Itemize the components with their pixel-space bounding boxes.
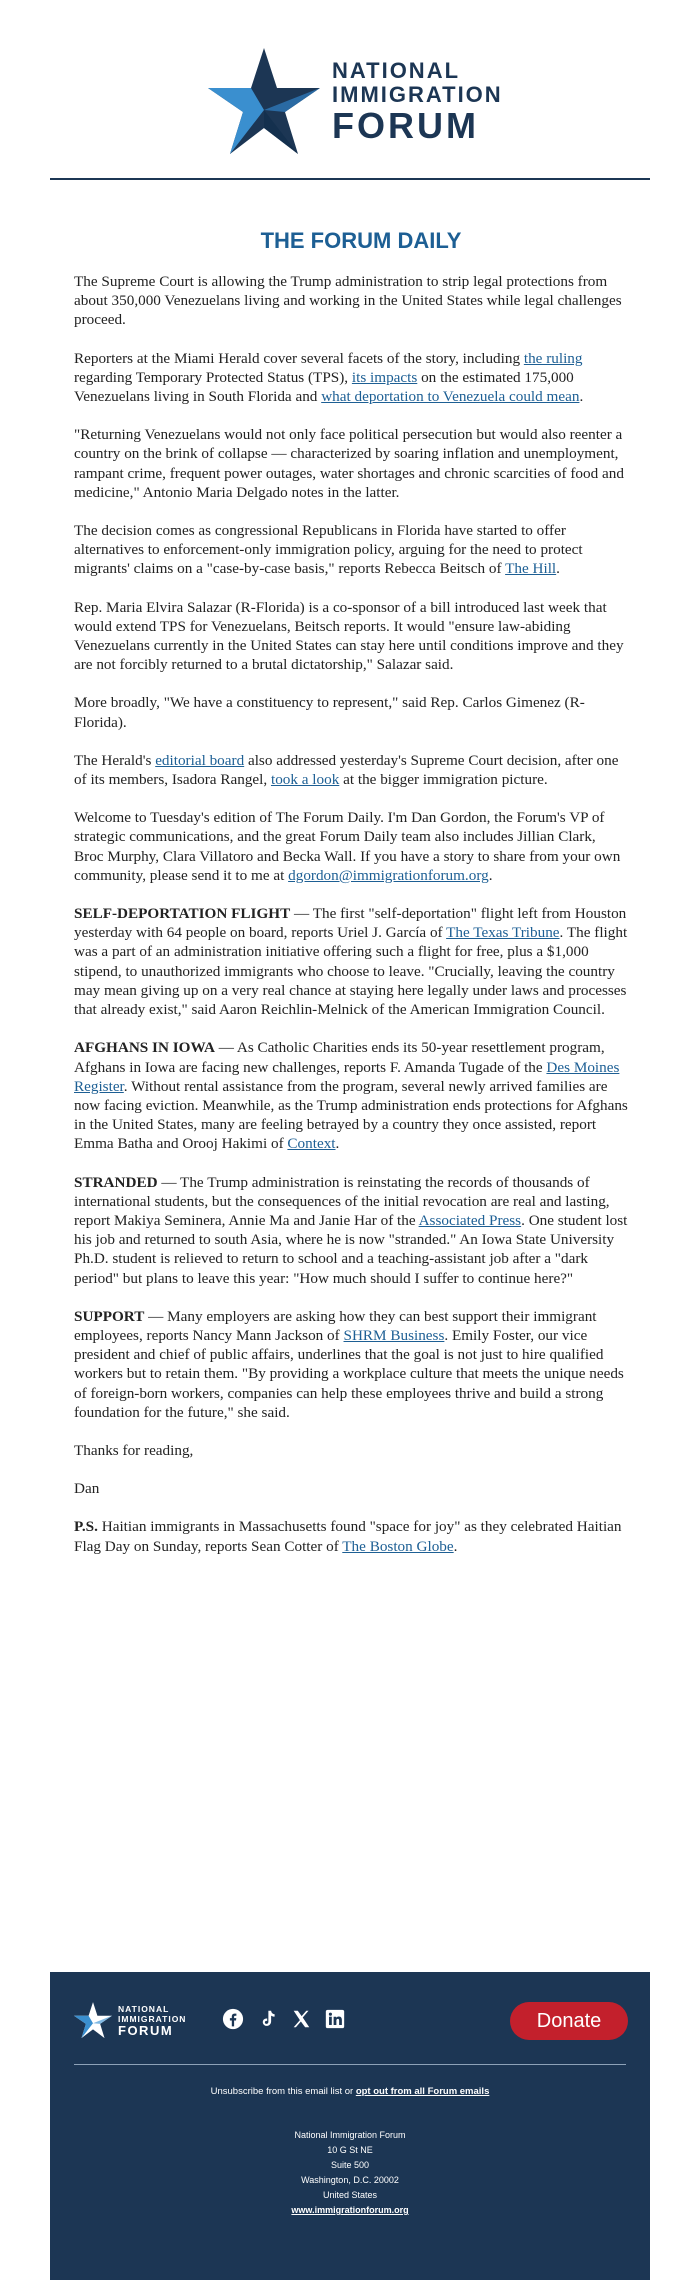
logo-line-immigration: IMMIGRATION: [332, 82, 503, 107]
paragraph-self-deportation: [74, 904, 628, 1019]
footer-divider: [74, 2064, 626, 2065]
unsubscribe-text: Unsubscribe from this email list or: [210, 2086, 356, 2097]
footer-logo-line-national: NATIONAL: [118, 2003, 170, 2014]
mailing-address: [50, 2128, 650, 2218]
text: . Emily Foster, our vice president and chief of public affairs, underlines that the goal is not just to hire qualified workers but to retain them. "By providing a workplace culture that meets the unique needs of foreign-born workers, companies can help these employees thrive and build a strong foundation for the future," she said.: [74, 1326, 624, 1421]
link-des-moines-register[interactable]: Des Moines Register: [74, 1058, 620, 1095]
link-associated-press[interactable]: Associated Press: [418, 1211, 522, 1229]
kicker: SUPPORT: [74, 1307, 145, 1325]
forum-logo[interactable]: [208, 48, 503, 156]
paragraph-afghans: [74, 1038, 628, 1153]
text: .: [335, 1135, 340, 1153]
paragraph-gimenez: More broadly, "We have a constituency to represent," said Rep. Carlos Gimenez (R-Florida).: [74, 694, 585, 731]
kicker: P.S.: [74, 1518, 98, 1536]
address-street: 10 G St NE: [327, 2145, 373, 2155]
footer-wordmark: [118, 2004, 186, 2038]
footer-logo-line-immigration: IMMIGRATION: [118, 2013, 187, 2024]
text: — As Catholic Charities ends its 50-year resettlement program, Afghans in Iowa are facing new challenges, reports F. Amanda Tugade of the: [74, 1039, 605, 1076]
paragraph-decision: [74, 521, 628, 579]
link-the-ruling[interactable]: the ruling: [523, 349, 583, 367]
address-city: Washington, D.C. 20002: [301, 2175, 399, 2185]
link-took-a-look[interactable]: took a look: [270, 771, 340, 789]
link-deportation[interactable]: what deportation to Venezuela could mean: [321, 388, 580, 406]
link-email[interactable]: dgordon@immigrationforum.org: [288, 866, 489, 884]
paragraph-welcome: [74, 808, 628, 885]
logo-line-national: NATIONAL: [332, 58, 461, 83]
text: .: [579, 388, 584, 406]
logo-line-forum: FORUM: [332, 105, 479, 146]
text: regarding Temporary Protected Status (TPS),: [74, 368, 352, 386]
x-icon[interactable]: [290, 2008, 312, 2030]
star-logo-icon: [208, 48, 320, 156]
text: — Many employers are asking how they can best support their immigrant employees, reports Nancy Mann Jackson of: [74, 1307, 597, 1344]
paragraph-support: [74, 1307, 628, 1422]
link-editorial-board[interactable]: editorial board: [155, 751, 245, 769]
tiktok-icon[interactable]: [256, 2008, 278, 2030]
paragraph-thanks: Thanks for reading,: [74, 1441, 194, 1459]
text: . Without rental assistance from the program, several newly arrived families are now facing eviction. Meanwhile, as the Trump administration ends protections for Afghans in the United States, many are feeling betrayed by a country they once assisted, report Emma Batha and Orooj Hakimi of: [74, 1077, 628, 1153]
text: Haitian immigrants in Massachusetts found "space for joy" as they celebrated Haitian Flag Day on Sunday, reports Sean Cotter of: [74, 1518, 622, 1555]
newsletter-title: THE FORUM DAILY: [260, 228, 462, 253]
text: at the bigger immigration picture.: [339, 771, 548, 789]
text: Welcome to Tuesday's edition of The Forum Daily. I'm Dan Gordon, the Forum's VP of strategic communications, and the great Forum Daily team also includes Jillian Clark, Broc Murphy, Clara Villatoro and Becka Wall. If you have a story to share from your own community, please send it to me at: [74, 809, 621, 884]
link-context[interactable]: Context: [287, 1135, 336, 1153]
kicker: SELF-DEPORTATION FLIGHT: [74, 905, 291, 923]
text: — The first "self-deportation" flight left from Houston yesterday with 64 people on board, reports Uriel J. García of: [74, 905, 627, 942]
address-country: United States: [322, 2190, 378, 2200]
email-footer: [50, 1972, 650, 2280]
link-its-impacts[interactable]: its impacts: [351, 368, 418, 386]
text: . One student lost his job and returned to south Asia, where he is now "stranded." An Iowa State University Ph.D. student is relieved to return to school and a teaching-assistant job after a "dark period" but plans to leave this year: "How much should I suffer to continue here?": [74, 1211, 628, 1287]
text: The Herald's: [74, 751, 156, 769]
unsubscribe-line: [50, 2086, 650, 2097]
kicker: AFGHANS IN IOWA: [74, 1039, 215, 1057]
text: also addressed yesterday's Supreme Court decision, after one of its members, Isadora Rangel,: [74, 751, 619, 789]
website-link[interactable]: www.immigrationforum.org: [291, 2205, 409, 2215]
paragraph-quote: "Returning Venezuelans would not only face political persecution but would also reenter a country on the brink of collapse — characterized by soaring inflation and unemployment, rampant crime, frequent power outages, water shortages and chronic scarcities of food and medicine," Antonio Maria Delgado notes in the latter.: [74, 426, 624, 501]
text: .: [556, 560, 560, 578]
paragraph-herald: [74, 349, 628, 407]
address-suite: Suite 500: [330, 2160, 370, 2170]
paragraph-stranded: [74, 1173, 628, 1288]
text: The decision comes as congressional Republicans in Florida have started to offer alternatives to enforcement-only immigration policy, arguing for the need to protect migrants' claims on a "case-by-case basis," reports Rebecca Beitsch of: [74, 522, 583, 578]
paragraph-signature: Dan: [74, 1480, 100, 1498]
text: Reporters at the Miami Herald cover several facets of the story, including: [74, 349, 524, 367]
linkedin-icon[interactable]: [324, 2008, 346, 2030]
donate-button[interactable]: Donate: [510, 2002, 628, 2040]
link-the-hill[interactable]: The Hill: [505, 560, 557, 578]
footer-logo[interactable]: [74, 2002, 186, 2039]
kicker: STRANDED: [74, 1173, 158, 1191]
text: . The flight was a part of an administration initiative offering such a flight for free, plus a $1,000 stipend, to unauthorized immigrants who choose to leave. "Crucially, leaving the country may mean giving up on a very real chance at staying here legally under laws and processes that already exist," said Aaron Reichlin-Melnick of the American Immigration Council.: [74, 924, 628, 1019]
text: on the estimated 175,000 Venezuelans living in South Florida and: [74, 368, 574, 406]
star-logo-icon: [74, 2002, 112, 2039]
social-links: [222, 2008, 346, 2030]
text: .: [453, 1537, 458, 1555]
facebook-icon[interactable]: [222, 2008, 244, 2030]
footer-logo-line-forum: FORUM: [118, 2022, 174, 2038]
link-shrm-business[interactable]: SHRM Business: [343, 1326, 445, 1344]
text: .: [488, 866, 493, 884]
paragraph-intro: The Supreme Court is allowing the Trump administration to strip legal protections from about 350,000 Venezuelans living and working in the United States while legal challenges proceed.: [74, 273, 622, 329]
link-texas-tribune[interactable]: The Texas Tribune: [446, 924, 560, 942]
email-header: [50, 0, 650, 180]
link-boston-globe[interactable]: The Boston Globe: [342, 1537, 454, 1555]
newsletter-body: [74, 228, 628, 1575]
address-name: National Immigration Forum: [294, 2130, 406, 2140]
paragraph-editorial: [74, 751, 628, 789]
paragraph-salazar: Rep. Maria Elvira Salazar (R-Florida) is a co-sponsor of a bill introduced last week that would extend TPS for Venezuelans, Beitsch reports. It would "ensure law-abiding Venezuelans currently in the United States can stay here until conditions improve and they are not forcibly returned to a brutal dictatorship," Salazar said.: [74, 598, 624, 674]
opt-out-link[interactable]: opt out from all Forum emails: [355, 2086, 490, 2097]
text: — The Trump administration is reinstating the records of thousands of international students, but the consequences of the initial revocation are real and lasting, report Makiya Seminera, Annie Ma and Janie Har of the: [74, 1173, 610, 1229]
logo-wordmark: [332, 59, 503, 145]
paragraph-ps: [74, 1517, 628, 1555]
